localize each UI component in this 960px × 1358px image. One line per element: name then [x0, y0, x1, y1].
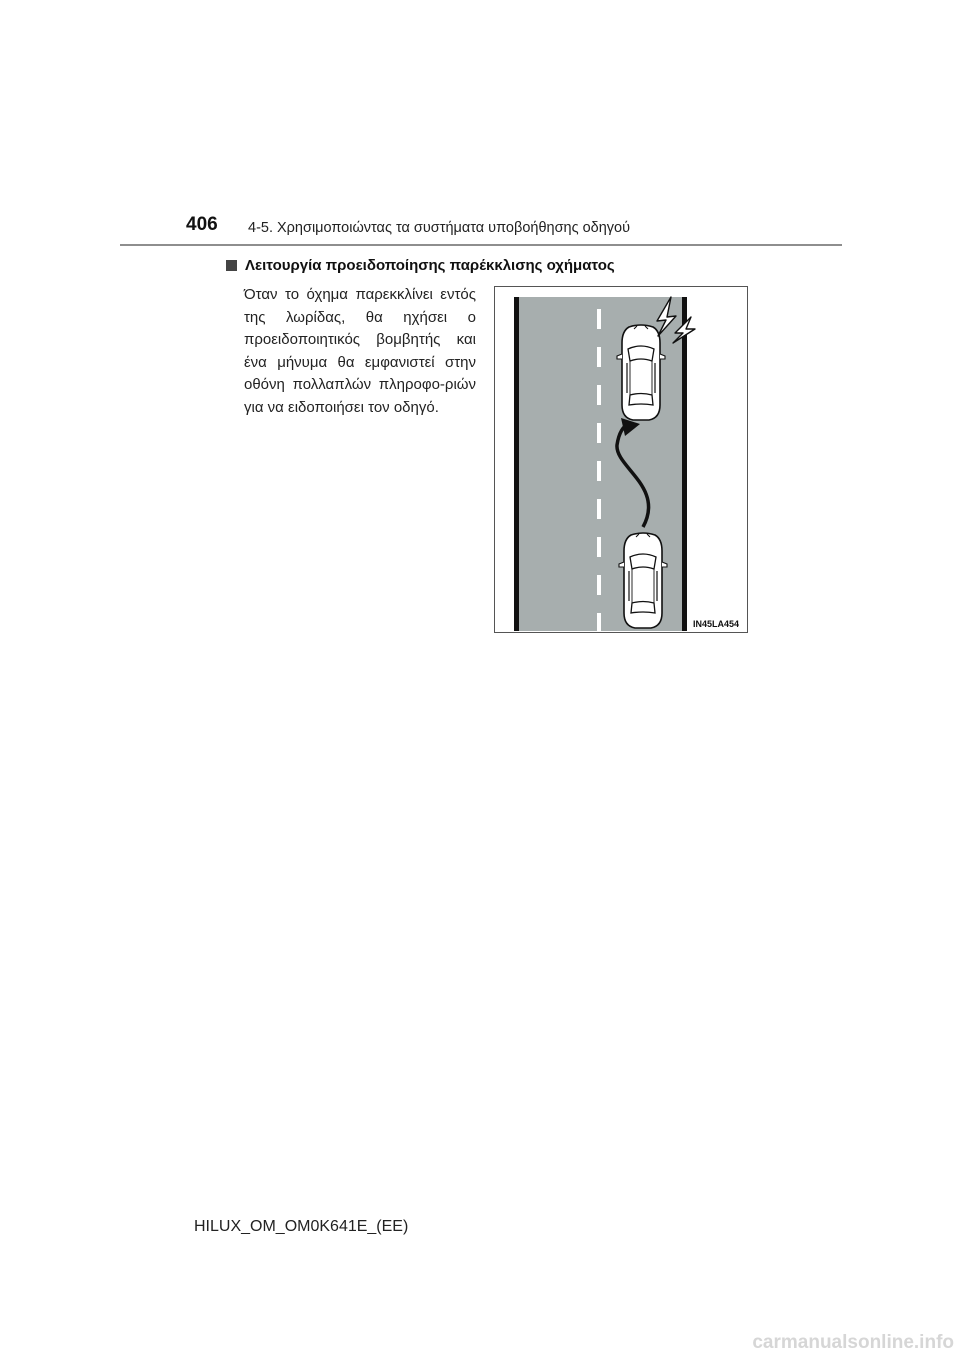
left-lane-line [514, 297, 519, 631]
figure-code: IN45LA454 [692, 619, 739, 629]
section-heading [226, 257, 615, 274]
road-diagram [495, 287, 746, 631]
lane-departure-illustration [494, 286, 748, 633]
watermark[interactable]: carmanualsonline.info [752, 1332, 954, 1353]
center-dashed-line [597, 309, 601, 631]
header-rule [120, 244, 842, 246]
car-icon [617, 325, 665, 420]
footer-document-code: HILUX_OM_OM0K641E_(EE) [194, 1218, 409, 1235]
bullet-square-icon [226, 260, 237, 271]
section-heading-text: Λειτουργία προειδοποίησης παρέκκλισης οχήματος [245, 257, 615, 274]
page-number: 406 [186, 214, 218, 235]
car-icon [619, 533, 667, 628]
section-body-text: Όταν το όχημα παρεκκλίνει εντός της λωρίδας, θα ηχήσει ο προειδοποιητικός βομβητής και ένα μήνυμα θα εμφανιστεί στην οθόνη πολλαπλών πληροφο-ριών για να ειδοποιήσει τον οδηγό. [244, 286, 476, 416]
right-lane-line [682, 297, 687, 631]
chapter-title: 4-5. Χρησιμοποιώντας τα συστήματα υποβοήθησης οδηγού [248, 220, 631, 236]
